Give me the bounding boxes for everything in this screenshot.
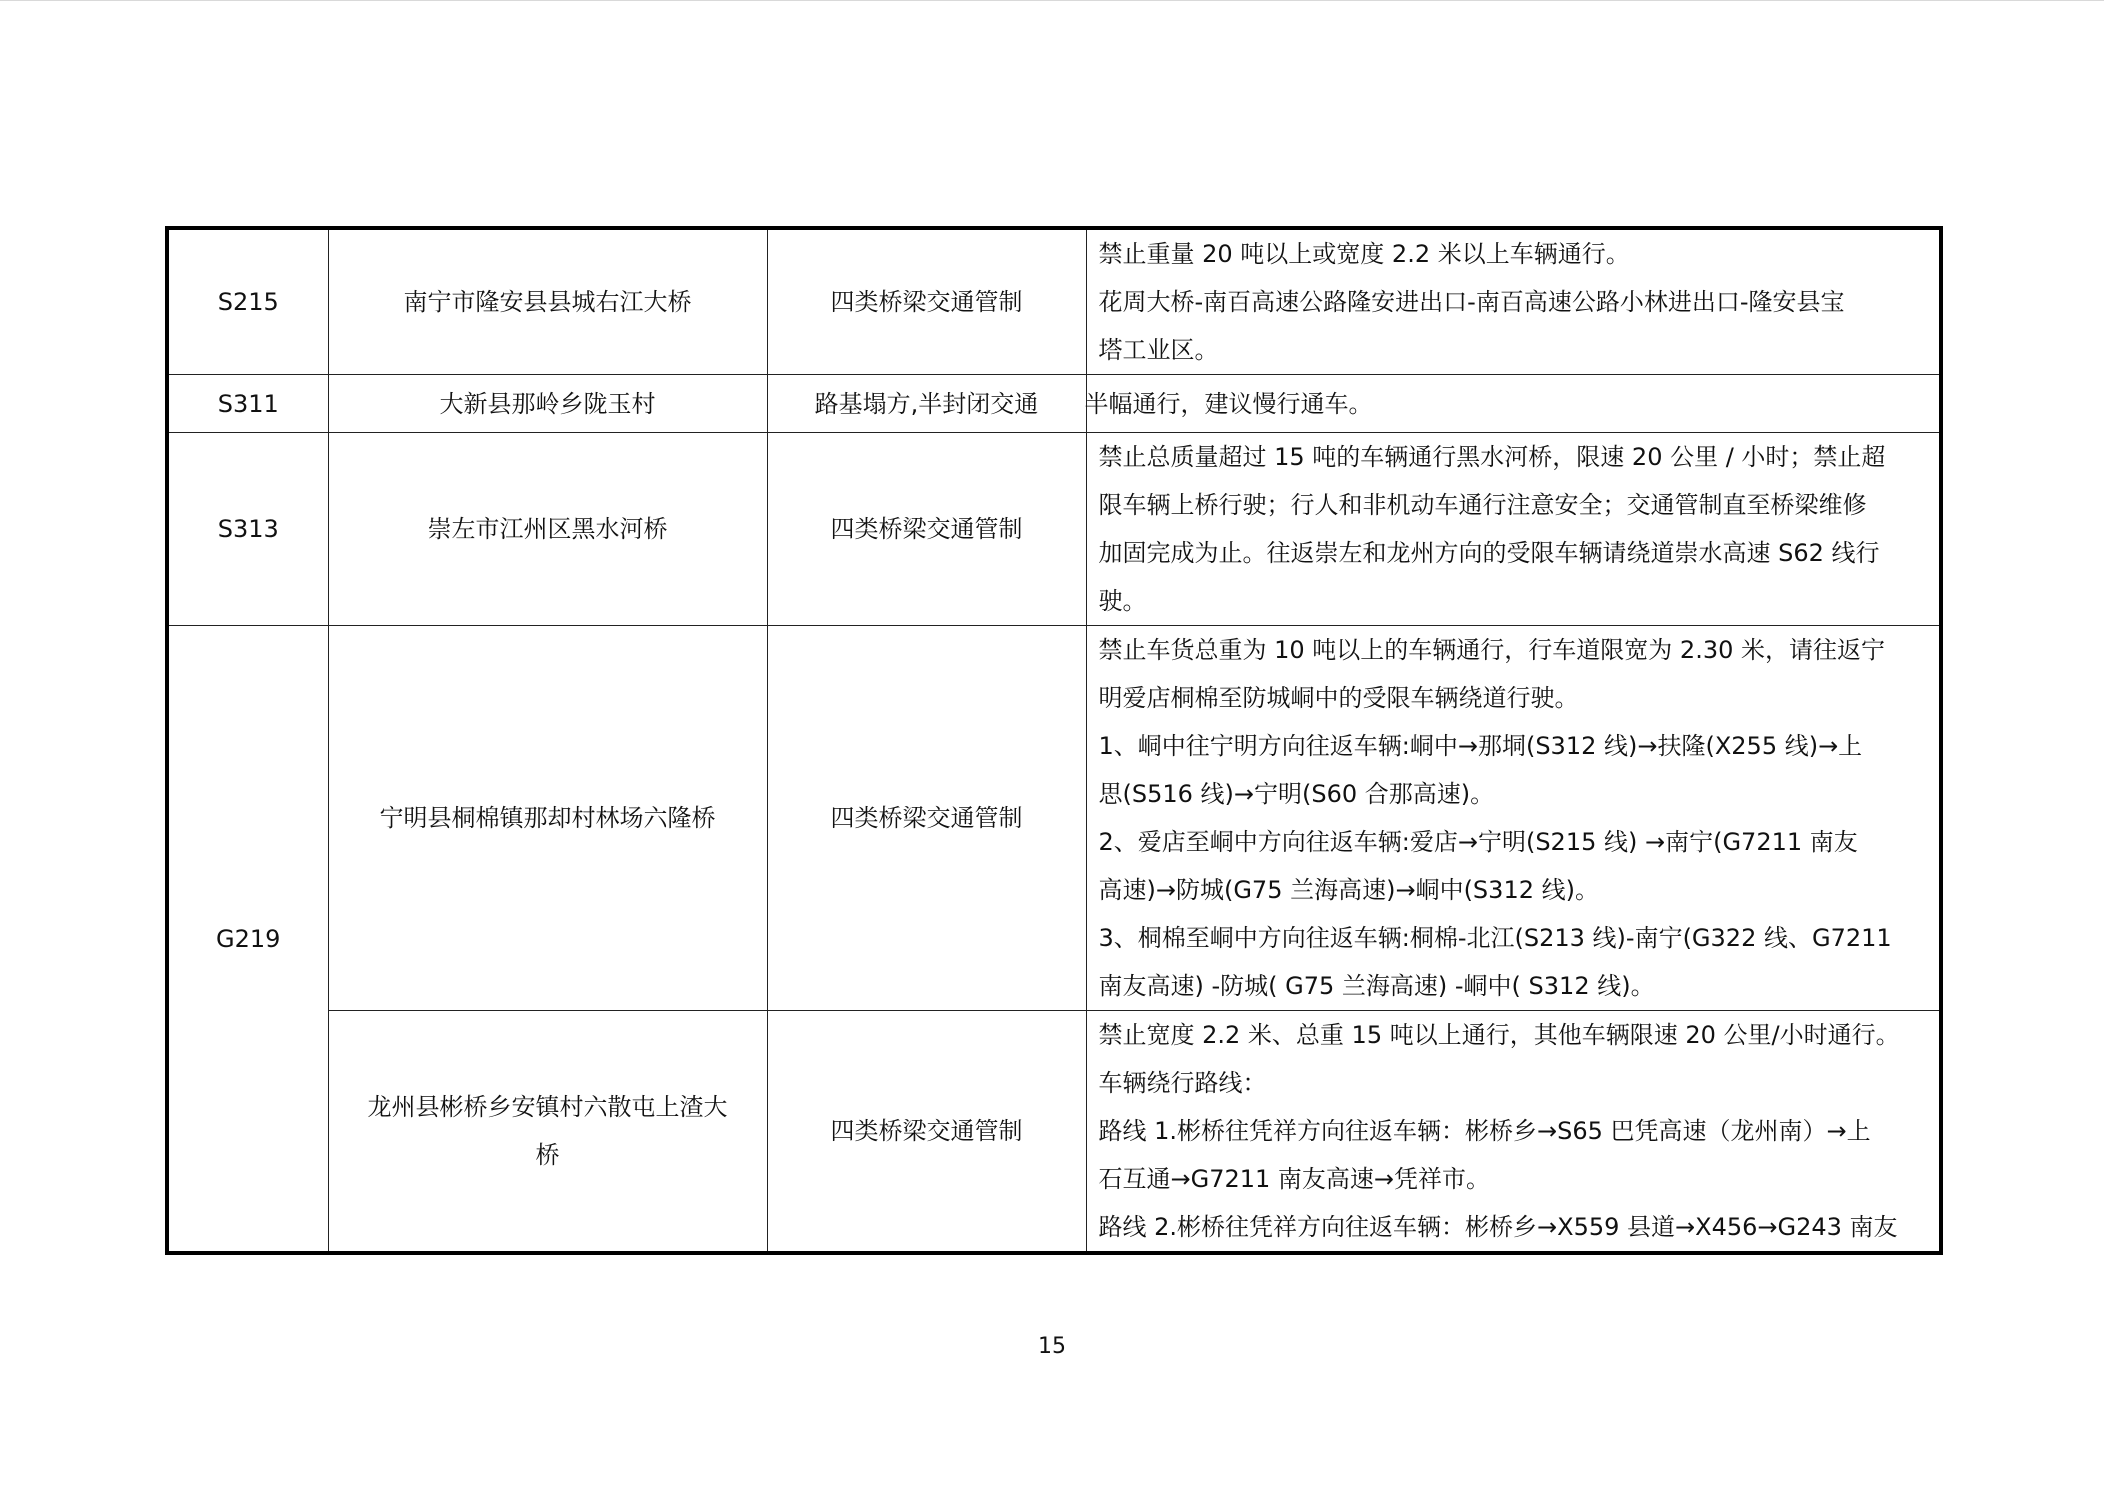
page-number: 15 xyxy=(1038,1334,1066,1359)
detail-line: 禁止宽度 2.2 米、总重 15 吨以上通行，其他车辆限速 20 公里/小时通行。 xyxy=(1098,1021,1900,1049)
location-line: 龙州县彬桥乡安镇村六散屯上渣大 xyxy=(367,1093,728,1121)
detail-line: 驶。 xyxy=(1098,587,1147,615)
control-type-cell: 四类桥梁交通管制 xyxy=(767,228,1086,375)
page-edge xyxy=(0,0,2104,1)
detail-line: 加固完成为止。往返崇左和龙州方向的受限车辆请绕道崇水高速 S62 线行 xyxy=(1098,539,1880,567)
table-row xyxy=(167,1011,1941,1254)
detail-line: 路线 1.彬桥往凭祥方向往返车辆：彬桥乡→S65 巴凭高速（龙州南）→上 xyxy=(1098,1117,1871,1145)
detail-line: 禁止车货总重为 10 吨以上的车辆通行，行车道限宽为 2.30 米，请往返宁 xyxy=(1098,636,1885,664)
table-row xyxy=(167,375,1941,433)
detail-line: 花周大桥-南百高速公路隆安进出口-南百高速公路小林进出口-隆安县宝 xyxy=(1098,288,1845,316)
control-type-cell: 路基塌方,半封闭交通 xyxy=(767,375,1086,433)
detail-line: 高速)→防城(G75 兰海高速)→峒中(S312 线)。 xyxy=(1098,876,1599,904)
detail-line: 南友高速) -防城( G75 兰海高速) -峒中( S312 线)。 xyxy=(1098,972,1655,1000)
location-cell: 宁明县桐棉镇那却村林场六隆桥 xyxy=(328,626,767,1011)
control-type-cell: 四类桥梁交通管制 xyxy=(767,1011,1086,1254)
detail-line: 塔工业区。 xyxy=(1098,336,1219,364)
control-type-cell: 四类桥梁交通管制 xyxy=(767,433,1086,626)
detail-line: 路线 2.彬桥往凭祥方向往返车辆：彬桥乡→X559 县道→X456→G243 南友 xyxy=(1098,1213,1898,1241)
detail-line: 明爱店桐棉至防城峒中的受限车辆绕道行驶。 xyxy=(1098,684,1579,712)
detail-cell xyxy=(1086,375,1941,433)
table-row xyxy=(167,626,1941,1011)
detail-cell xyxy=(1086,433,1941,626)
route-code: S311 xyxy=(167,375,328,433)
table-row xyxy=(167,228,1941,375)
location-line: 桥 xyxy=(535,1141,560,1169)
table-row xyxy=(167,433,1941,626)
detail-line: 思(S516 线)→宁明(S60 合那高速)。 xyxy=(1098,780,1495,808)
detail-line: 禁止重量 20 吨以上或宽度 2.2 米以上车辆通行。 xyxy=(1098,240,1630,268)
location-cell: 大新县那岭乡陇玉村 xyxy=(328,375,767,433)
detail-line: 3、桐棉至峒中方向往返车辆:桐棉-北江(S213 线)-南宁(G322 线、G7211 xyxy=(1098,924,1892,952)
location-cell xyxy=(328,1011,767,1254)
detail-line: 石互通→G7211 南友高速→凭祥市。 xyxy=(1098,1165,1491,1193)
detail-cell xyxy=(1086,626,1941,1011)
detail-cell xyxy=(1086,228,1941,375)
detail-line: 限车辆上桥行驶；行人和非机动车通行注意安全；交通管制直至桥梁维修 xyxy=(1098,491,1867,519)
control-type-cell: 四类桥梁交通管制 xyxy=(767,626,1086,1011)
traffic-control-table xyxy=(165,226,1943,1255)
detail-line: 车辆绕行路线： xyxy=(1098,1069,1267,1097)
detail-cell xyxy=(1086,1011,1941,1254)
detail-line: 半幅通行，建议慢行通车。 xyxy=(1084,389,1373,418)
detail-line: 1、峒中往宁明方向往返车辆:峒中→那垌(S312 线)→扶隆(X255 线)→上 xyxy=(1098,732,1863,760)
route-code: S313 xyxy=(167,433,328,626)
route-code: G219 xyxy=(167,626,328,1254)
location-cell: 崇左市江州区黑水河桥 xyxy=(328,433,767,626)
location-cell: 南宁市隆安县县城右江大桥 xyxy=(328,228,767,375)
route-code: S215 xyxy=(167,228,328,375)
detail-line: 禁止总质量超过 15 吨的车辆通行黑水河桥，限速 20 公里 / 小时；禁止超 xyxy=(1098,443,1886,471)
detail-line: 2、爱店至峒中方向往返车辆:爱店→宁明(S215 线) →南宁(G7211 南友 xyxy=(1098,828,1858,856)
